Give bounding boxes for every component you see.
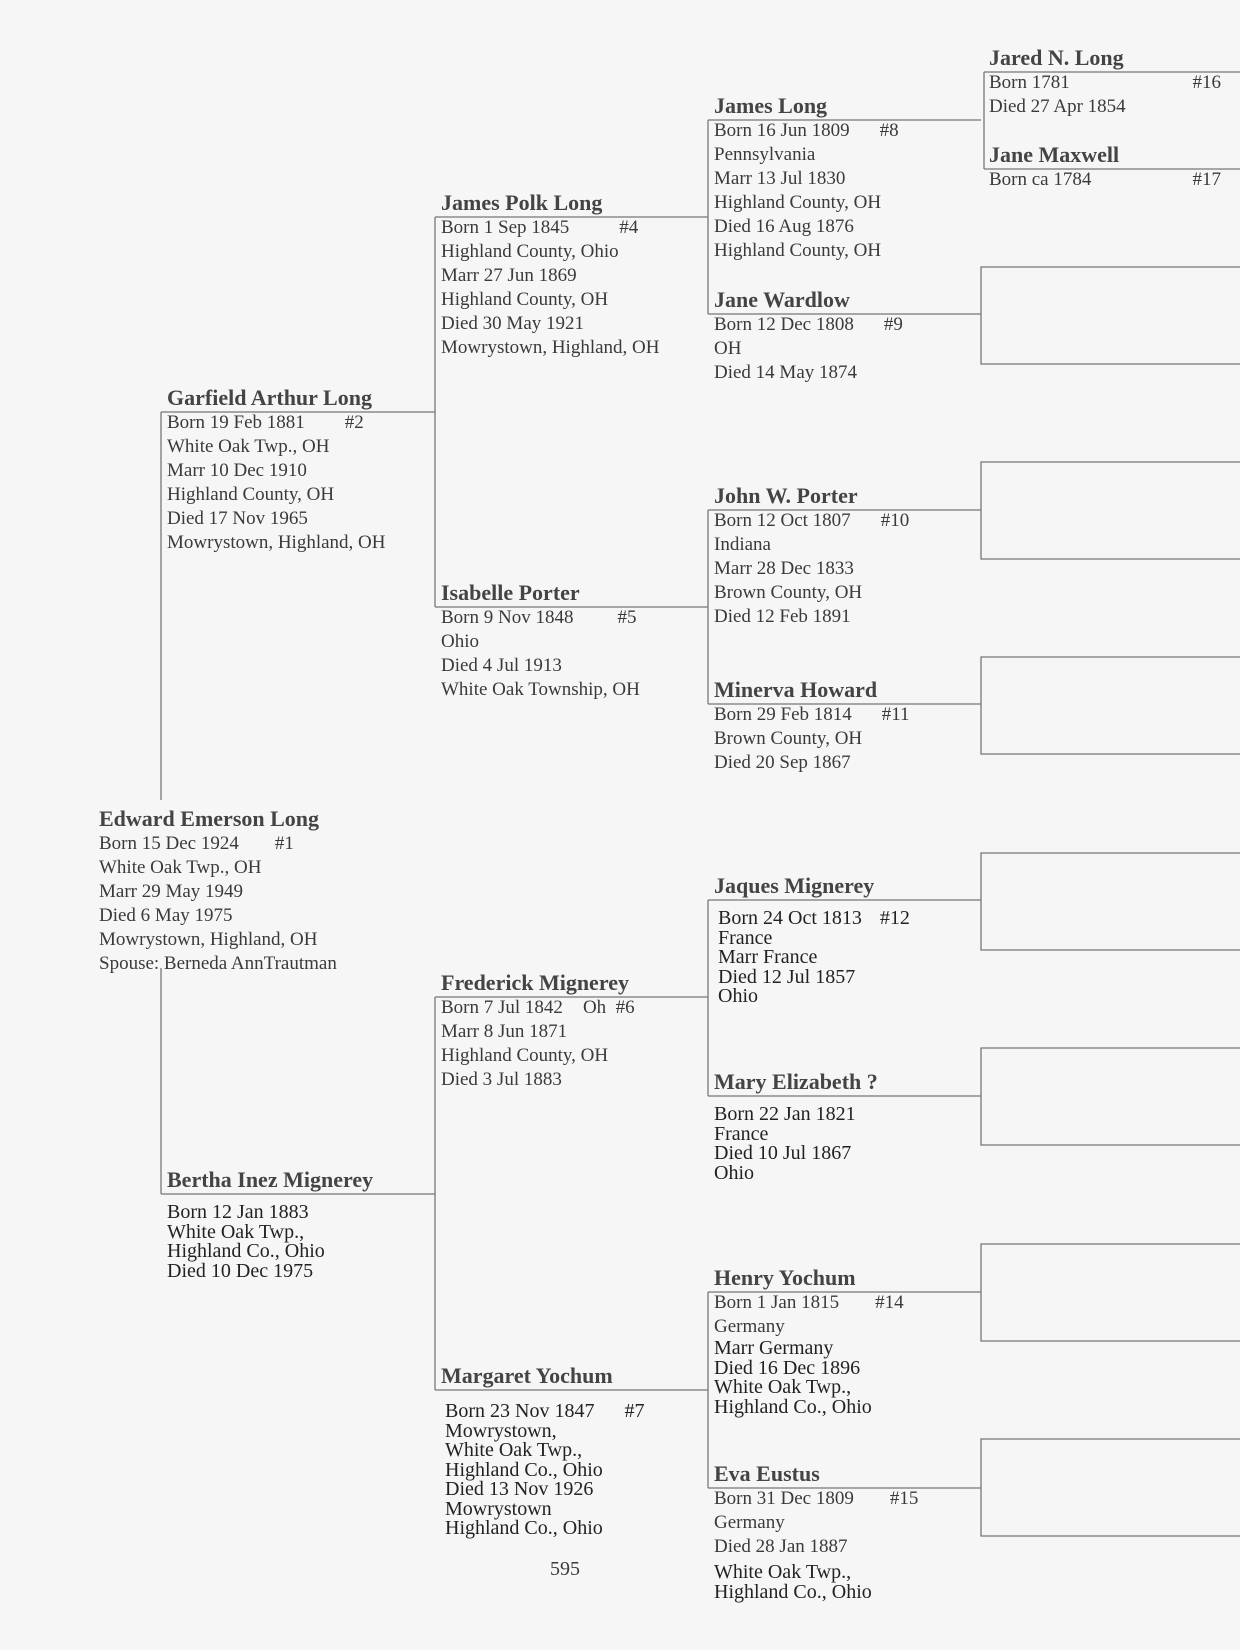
person-13 [714, 1069, 954, 1183]
person-number: #7 [624, 1400, 645, 1422]
person-detail: Brown County, OH [714, 582, 863, 603]
person-detail: Born 1 Sep 1845 [441, 217, 570, 238]
person-detail: Marr 27 Jun 1869 [441, 265, 577, 286]
person-detail: Highland County, OH [167, 484, 335, 505]
person-detail: Highland County, OH [714, 192, 882, 213]
person-name: Jane Maxwell [989, 142, 1120, 167]
person-number: #16 [1192, 72, 1221, 93]
person-detail: Marr Germany [714, 1337, 834, 1359]
person-name: Eva Eustus [714, 1461, 820, 1486]
person-number: Oh #6 [582, 997, 635, 1018]
person-number: #10 [880, 510, 910, 531]
person-detail: Highland Co., Ohio [714, 1580, 872, 1603]
person-detail: Ohio [441, 631, 479, 652]
person-detail: Born 23 Nov 1847 [445, 1400, 595, 1422]
person-1 [99, 806, 419, 976]
person-detail: Marr 29 May 1949 [99, 881, 244, 902]
person-detail: Died 28 Jan 1887 [714, 1536, 848, 1557]
person-number: #5 [617, 607, 637, 628]
person-name: Garfield Arthur Long [167, 385, 372, 410]
empty-ancestor-bracket [981, 657, 1240, 754]
person-name: Frederick Mignerey [441, 970, 629, 995]
person-detail: Died 14 May 1874 [714, 362, 858, 383]
person-number: #1 [274, 833, 294, 854]
person-detail: White Oak Twp., [167, 1220, 305, 1243]
person-name: Jane Wardlow [714, 287, 850, 312]
person-detail: Died 13 Nov 1926 [445, 1478, 594, 1500]
person-12 [714, 873, 954, 1007]
person-9 [714, 287, 939, 385]
person-detail: Born 12 Dec 1808 [714, 314, 854, 335]
person-2 [167, 385, 429, 555]
person-number: #8 [879, 120, 899, 141]
person-number: #11 [881, 704, 910, 725]
person-detail: Died 6 May 1975 [99, 905, 233, 926]
person-name: John W. Porter [714, 483, 858, 508]
person-detail: Marr 28 Dec 1833 [714, 558, 854, 579]
person-name: Minerva Howard [714, 677, 878, 702]
person-detail: Mowrystown, Highland, OH [167, 532, 386, 553]
person-detail: Marr 10 Dec 1910 [167, 460, 307, 481]
person-detail: OH [714, 338, 742, 359]
empty-ancestor-bracket [981, 267, 1240, 364]
person-16 [989, 45, 1221, 119]
person-name: Jaques Mignerey [714, 873, 875, 898]
page-number: 595 [550, 1558, 580, 1580]
person-detail: Born 15 Dec 1924 [99, 833, 239, 854]
person-detail: Born 16 Jun 1809 [714, 120, 850, 141]
person-detail: Born 12 Jan 1883 [167, 1201, 309, 1223]
person-detail: Germany [714, 1316, 785, 1337]
person-name: Jared N. Long [989, 45, 1124, 70]
person-detail: Indiana [714, 534, 771, 555]
person-detail: Died 27 Apr 1854 [989, 96, 1126, 117]
person-detail: Died 4 Jul 1913 [441, 655, 562, 676]
person-detail: Died 16 Dec 1896 [714, 1356, 861, 1379]
person-detail: Highland County, OH [441, 289, 609, 310]
person-10 [714, 483, 939, 629]
person-detail: Died 3 Jul 1883 [441, 1069, 562, 1090]
person-detail: Highland Co., Ohio [714, 1395, 872, 1418]
person-detail: Born 31 Dec 1809 [714, 1488, 854, 1509]
person-detail: Died 12 Feb 1891 [714, 606, 851, 627]
person-11 [714, 677, 939, 775]
person-6 [441, 970, 703, 1092]
person-detail: White Oak Twp., OH [99, 857, 262, 878]
empty-ancestor-bracket [981, 853, 1240, 950]
person-detail: Died 10 Jul 1867 [714, 1142, 852, 1164]
person-detail: Ohio [718, 985, 758, 1007]
person-detail: White Oak Twp., [714, 1376, 852, 1398]
person-number: #2 [344, 412, 364, 433]
person-detail: Died 12 Jul 1857 [718, 965, 856, 988]
person-detail: Born 29 Feb 1814 [714, 704, 852, 725]
person-detail: White Oak Twp., [714, 1561, 852, 1583]
person-8 [714, 93, 939, 263]
person-name: Isabelle Porter [441, 580, 580, 605]
person-detail: Highland Co., Ohio [445, 1517, 603, 1539]
person-detail: Born 12 Oct 1807 [714, 510, 851, 531]
person-15 [714, 1461, 954, 1602]
person-detail: Highland Co., Ohio [167, 1240, 325, 1262]
person-detail: Mowrystown [445, 1497, 552, 1520]
person-detail: Born 1781 [989, 72, 1070, 93]
person-number: #9 [883, 314, 903, 335]
person-detail: Mowrystown, Highland, OH [99, 929, 318, 950]
person-detail: Born ca 1784 [989, 169, 1092, 190]
person-detail: Born 9 Nov 1848 [441, 607, 574, 628]
person-detail: Marr France [718, 946, 818, 968]
person-7 [441, 1363, 703, 1539]
person-detail: Born 22 Jan 1821 [714, 1103, 856, 1125]
empty-ancestor-bracket [981, 1244, 1240, 1341]
person-detail: Mowrystown, [445, 1419, 557, 1442]
person-detail: Highland County, OH [441, 1045, 609, 1066]
person-detail: Died 30 May 1921 [441, 313, 585, 334]
person-detail: Born 7 Jul 1842 [441, 997, 563, 1018]
person-detail: Pennsylvania [714, 144, 816, 165]
person-detail: Highland County, Ohio [441, 241, 619, 262]
person-detail: Born 24 Oct 1813 [718, 907, 862, 929]
empty-ancestor-bracket [981, 1439, 1240, 1536]
person-detail: Marr 13 Jul 1830 [714, 168, 846, 189]
person-detail: France [718, 926, 773, 949]
person-name: James Polk Long [441, 190, 603, 215]
person-detail: Marr 8 Jun 1871 [441, 1021, 568, 1042]
person-name: Henry Yochum [714, 1265, 856, 1290]
person-number: #4 [619, 217, 639, 238]
person-number: #12 [879, 907, 910, 929]
person-detail: Germany [714, 1512, 785, 1533]
person-name: James Long [714, 93, 828, 118]
person-detail: France [714, 1122, 769, 1145]
empty-ancestor-bracket [981, 1048, 1240, 1145]
person-number: #17 [1192, 169, 1221, 190]
person-14 [714, 1265, 954, 1417]
person-4 [441, 190, 703, 360]
person-detail: White Oak Twp., OH [167, 436, 330, 457]
person-name: Margaret Yochum [441, 1363, 613, 1388]
person-3 [167, 1167, 429, 1281]
person-detail: Born 19 Feb 1881 [167, 412, 305, 433]
person-detail: Died 10 Dec 1975 [167, 1259, 314, 1282]
person-detail: Spouse: Berneda AnnTrautman [99, 953, 337, 974]
person-detail: Died 17 Nov 1965 [167, 508, 308, 529]
person-detail: White Oak Township, OH [441, 679, 640, 700]
person-detail: Highland Co., Ohio [445, 1458, 603, 1481]
person-number: #15 [889, 1488, 919, 1509]
person-detail: Born 1 Jan 1815 [714, 1292, 840, 1313]
person-detail: Mowrystown, Highland, OH [441, 337, 660, 358]
person-name: Bertha Inez Mignerey [167, 1167, 374, 1192]
person-detail: Died 20 Sep 1867 [714, 752, 851, 773]
person-5 [441, 580, 703, 702]
person-detail: Brown County, OH [714, 728, 863, 749]
person-detail: Ohio [714, 1161, 754, 1184]
person-detail: Highland County, OH [714, 240, 882, 261]
person-name: Edward Emerson Long [99, 806, 320, 831]
person-name: Mary Elizabeth ? [714, 1069, 878, 1094]
person-number: #14 [875, 1292, 904, 1313]
person-detail: White Oak Twp., [445, 1439, 583, 1461]
person-detail: Died 16 Aug 1876 [714, 216, 854, 237]
person-17 [989, 142, 1221, 192]
empty-ancestor-bracket [981, 462, 1240, 559]
